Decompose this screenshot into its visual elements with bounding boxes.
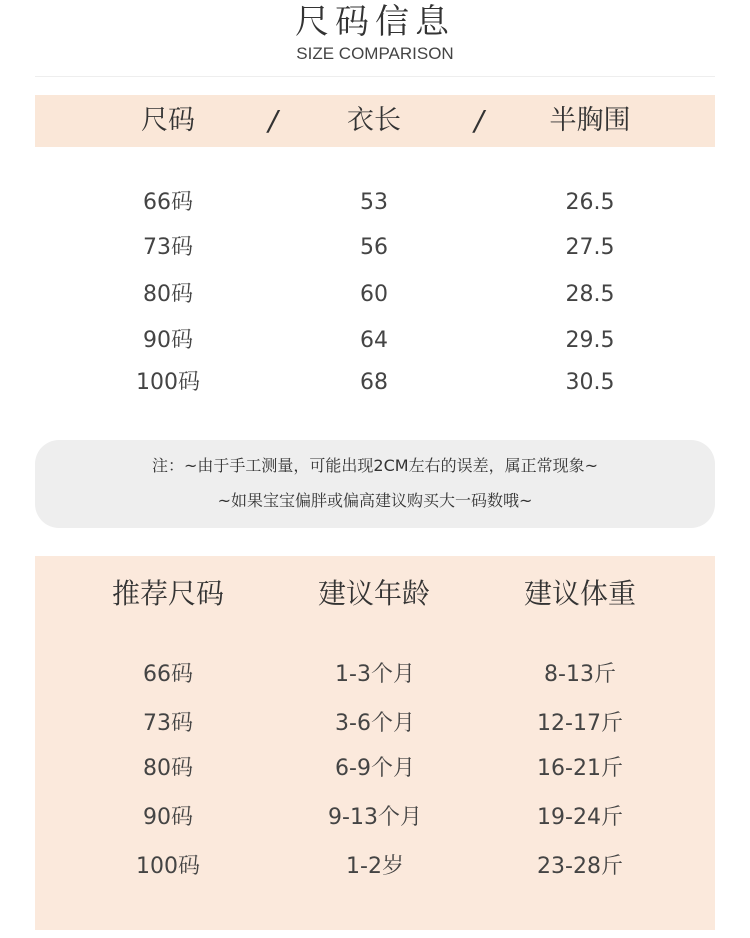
- length-cell: 60: [360, 282, 388, 307]
- column-separator: /: [474, 104, 484, 137]
- title-divider: [35, 76, 715, 77]
- length-cell: 64: [360, 328, 388, 353]
- size-cell: 100码: [136, 854, 200, 879]
- chest-cell: 28.5: [565, 282, 615, 307]
- length-cell: 56: [360, 235, 388, 260]
- recommend-age-header: 建议年龄: [317, 577, 430, 610]
- age-cell: 1-3个月: [335, 662, 415, 687]
- size-cell: 80码: [143, 282, 193, 307]
- length-cell: 68: [360, 370, 388, 395]
- size-cell: 90码: [143, 805, 193, 830]
- size-cell: 100码: [136, 370, 200, 395]
- age-cell: 9-13个月: [328, 805, 422, 830]
- chest-column-header: 半胸围: [549, 105, 631, 136]
- weight-cell: 12-17斤: [537, 711, 623, 736]
- weight-cell: 8-13斤: [544, 662, 616, 687]
- age-cell: 3-6个月: [335, 711, 415, 736]
- note-box: [35, 440, 715, 528]
- size-cell: 90码: [143, 328, 193, 353]
- weight-cell: 16-21斤: [537, 756, 623, 781]
- size-cell: 73码: [143, 711, 193, 736]
- size-column-header: 尺码: [141, 105, 195, 136]
- age-cell: 1-2岁: [346, 854, 404, 879]
- length-column-header: 衣长: [347, 105, 401, 136]
- column-separator: /: [268, 104, 278, 137]
- recommend-size-header: 推荐尺码: [111, 577, 224, 610]
- size-cell: 73码: [143, 235, 193, 260]
- chest-cell: 29.5: [565, 328, 615, 353]
- recommend-weight-header: 建议体重: [523, 577, 636, 610]
- page-subtitle: SIZE COMPARISON: [296, 44, 454, 63]
- note-line-advice: ~如果宝宝偏胖或偏高建议购买大一码数哦~: [217, 491, 533, 510]
- size-cell: 66码: [143, 190, 193, 215]
- weight-cell: 23-28斤: [537, 854, 623, 879]
- chest-cell: 30.5: [565, 370, 615, 395]
- note-line-measurement: 注：~由于手工测量，可能出现2CM左右的误差，属正常现象~: [152, 456, 598, 475]
- weight-cell: 19-24斤: [537, 805, 623, 830]
- size-cell: 66码: [143, 662, 193, 687]
- page-title: 尺码信息: [295, 2, 455, 42]
- size-cell: 80码: [143, 756, 193, 781]
- chest-cell: 27.5: [565, 235, 615, 260]
- length-cell: 53: [360, 190, 388, 215]
- chest-cell: 26.5: [565, 190, 615, 215]
- age-cell: 6-9个月: [335, 756, 415, 781]
